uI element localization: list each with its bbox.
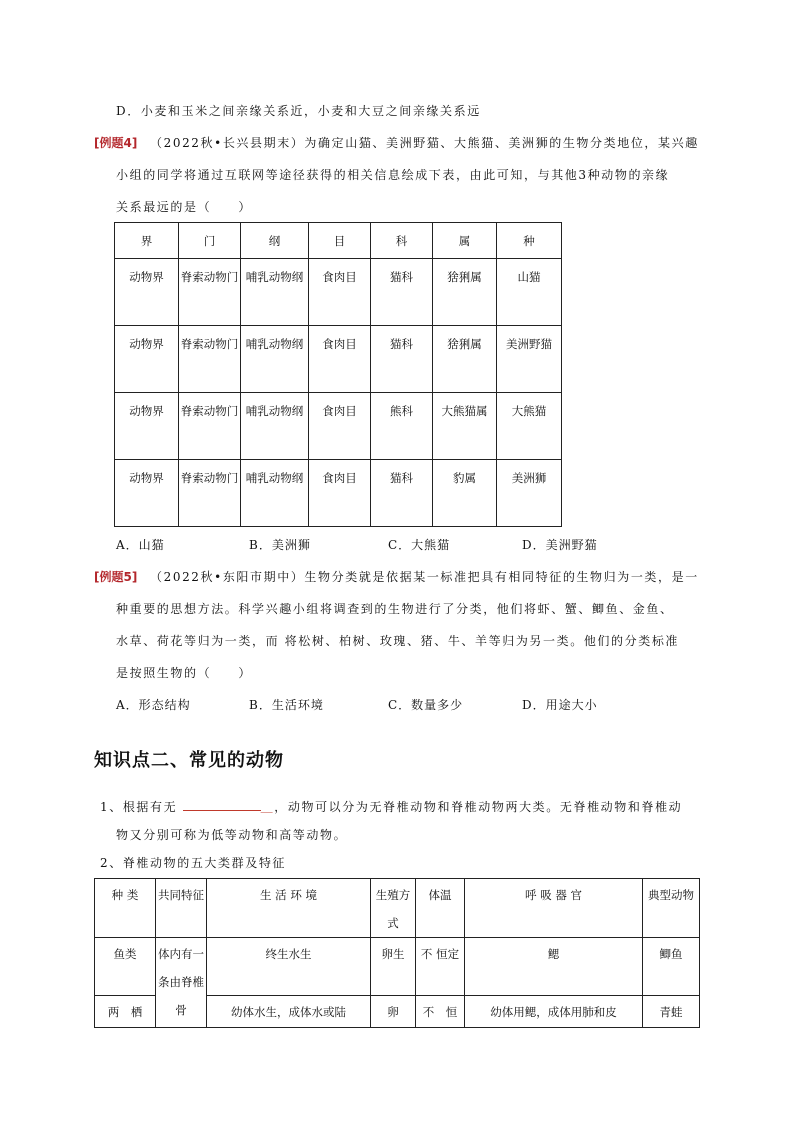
- table-cell: 幼体用鳃，成体用肺和皮: [465, 996, 643, 1028]
- example-5-line-4: 是按照生物的（ ）: [116, 666, 253, 680]
- example-4-option-a: A．山猫: [116, 538, 165, 552]
- table-cell: 美洲狮: [497, 460, 562, 527]
- section-title: 知识点二、常见的动物: [94, 750, 284, 771]
- example-4-line-3: 关系最远的是（ ）: [116, 200, 253, 214]
- paragraph-1-line-1: [100, 798, 682, 815]
- table-cell: 大熊猫: [497, 393, 562, 460]
- header-body-temperature: 体温: [416, 879, 465, 938]
- table-cell: 食肉目: [309, 393, 371, 460]
- table-cell: 哺乳动物纲: [241, 259, 309, 326]
- blank-mark: ＿: [260, 800, 275, 814]
- header-common-feature: 共同特征: [156, 879, 207, 938]
- table-row: [115, 259, 562, 326]
- table-cell: 食肉目: [309, 326, 371, 393]
- table-cell: 鲫鱼: [643, 938, 700, 996]
- table-cell: 哺乳动物纲: [241, 393, 309, 460]
- table-cell: 猞猁属: [433, 259, 497, 326]
- example-4-line-1: （2022秋•长兴县期末）为确定山猫、美洲野猫、大熊猫、美洲狮的生物分类地位，某兴趣: [150, 136, 699, 150]
- table-cell: 脊索动物门: [179, 259, 241, 326]
- example-5-line-1: （2022秋•东阳市期中）生物分类就是依据某一标准把具有相同特征的生物归为一类，是一: [150, 570, 699, 584]
- blank-line: [183, 798, 261, 811]
- table-cell: 脊索动物门: [179, 393, 241, 460]
- header-species: 种: [497, 223, 562, 259]
- header-typical-animal: 典型动物: [643, 879, 700, 938]
- table-cell: 两 栖: [95, 996, 156, 1028]
- table-cell: 美洲野猫: [497, 326, 562, 393]
- table-cell: 猫科: [371, 259, 433, 326]
- table-cell: 猞猁属: [433, 326, 497, 393]
- example-5-option-c: C．数量多少: [388, 698, 464, 712]
- example-4-line-2: 小组的同学将通过互联网等途径获得的相关信息绘成下表，由此可知，与其他3种动物的亲缘: [116, 168, 670, 182]
- fill-in-blank: [183, 800, 275, 814]
- table-cell: 体内有一条由脊椎骨: [156, 938, 207, 1028]
- paragraph-2: 2、脊椎动物的五大类群及特征: [100, 856, 287, 870]
- table-cell: 熊科: [371, 393, 433, 460]
- table-cell: 动物界: [115, 259, 179, 326]
- header-class: 纲: [241, 223, 309, 259]
- vertebrate-table-header: [95, 879, 700, 938]
- table-row: [115, 460, 562, 527]
- example-5-option-a: A．形态结构: [116, 698, 191, 712]
- header-kingdom: 界: [115, 223, 179, 259]
- header-habitat: 生 活 环 境: [207, 879, 371, 938]
- example-4-option-d: D．美洲野猫: [522, 538, 598, 552]
- table-cell: 食肉目: [309, 460, 371, 527]
- table-cell: 不 恒定: [416, 938, 465, 996]
- example-4-tag: [例题4]: [94, 136, 138, 150]
- table-cell: 幼体水生，成体水或陆: [207, 996, 371, 1028]
- example-5-block: [94, 568, 137, 585]
- table-cell: 卵: [371, 996, 416, 1028]
- table-cell: 哺乳动物纲: [241, 326, 309, 393]
- header-phylum: 门: [179, 223, 241, 259]
- table-cell: 鳃: [465, 938, 643, 996]
- table-cell: 食肉目: [309, 259, 371, 326]
- header-order: 目: [309, 223, 371, 259]
- table-cell: 动物界: [115, 326, 179, 393]
- header-category: 种 类: [95, 879, 156, 938]
- example-4-block: [94, 134, 137, 151]
- table-row: [115, 326, 562, 393]
- example-4-option-b: B．美洲狮: [249, 538, 311, 552]
- table-cell: 脊索动物门: [179, 460, 241, 527]
- vertebrate-table: [94, 878, 700, 1028]
- paragraph-1-prefix: 1、根据有无: [100, 800, 178, 814]
- header-respiratory-organ: 呼 吸 器 官: [465, 879, 643, 938]
- table-cell: 山猫: [497, 259, 562, 326]
- table-cell: 终生水生: [207, 938, 371, 996]
- table-cell: 动物界: [115, 393, 179, 460]
- header-reproduction: 生殖方式: [371, 879, 416, 938]
- example-5-line-2: 种重要的思想方法。科学兴趣小组将调查到的生物进行了分类，他们将虾、蟹、鲫鱼、金鱼、: [116, 602, 674, 616]
- table-cell: 猫科: [371, 326, 433, 393]
- table-cell: 青蛙: [643, 996, 700, 1028]
- header-family: 科: [371, 223, 433, 259]
- header-genus: 属: [433, 223, 497, 259]
- table-cell: 脊索动物门: [179, 326, 241, 393]
- table-cell: 鱼类: [95, 938, 156, 996]
- paragraph-1-suffix: ，动物可以分为无脊椎动物和脊椎动物两大类。无脊椎动物和脊椎动: [274, 800, 683, 814]
- table-cell: 卵生: [371, 938, 416, 996]
- example-5-option-b: B．生活环境: [249, 698, 324, 712]
- classification-table-header: [115, 223, 562, 259]
- example-4-option-c: C．大熊猫: [388, 538, 451, 552]
- example-5-tag: [例题5]: [94, 570, 138, 584]
- table-row: [95, 938, 700, 996]
- paragraph-1-line-2: 物又分别可称为低等动物和高等动物。: [116, 828, 348, 842]
- table-cell: 猫科: [371, 460, 433, 527]
- previous-option-d: D．小麦和玉米之间亲缘关系近，小麦和大豆之间亲缘关系远: [116, 104, 481, 118]
- example-5-line-3: 水草、荷花等归为一类，而 将松树、柏树、玫瑰、猪、牛、羊等归为另一类。他们的分类标准: [116, 634, 680, 648]
- table-cell: 哺乳动物纲: [241, 460, 309, 527]
- table-row: [115, 393, 562, 460]
- table-cell: 动物界: [115, 460, 179, 527]
- table-cell: 豹属: [433, 460, 497, 527]
- table-cell: 大熊猫属: [433, 393, 497, 460]
- example-5-option-d: D．用途大小: [522, 698, 598, 712]
- classification-table: [114, 222, 562, 527]
- table-cell: 不 恒: [416, 996, 465, 1028]
